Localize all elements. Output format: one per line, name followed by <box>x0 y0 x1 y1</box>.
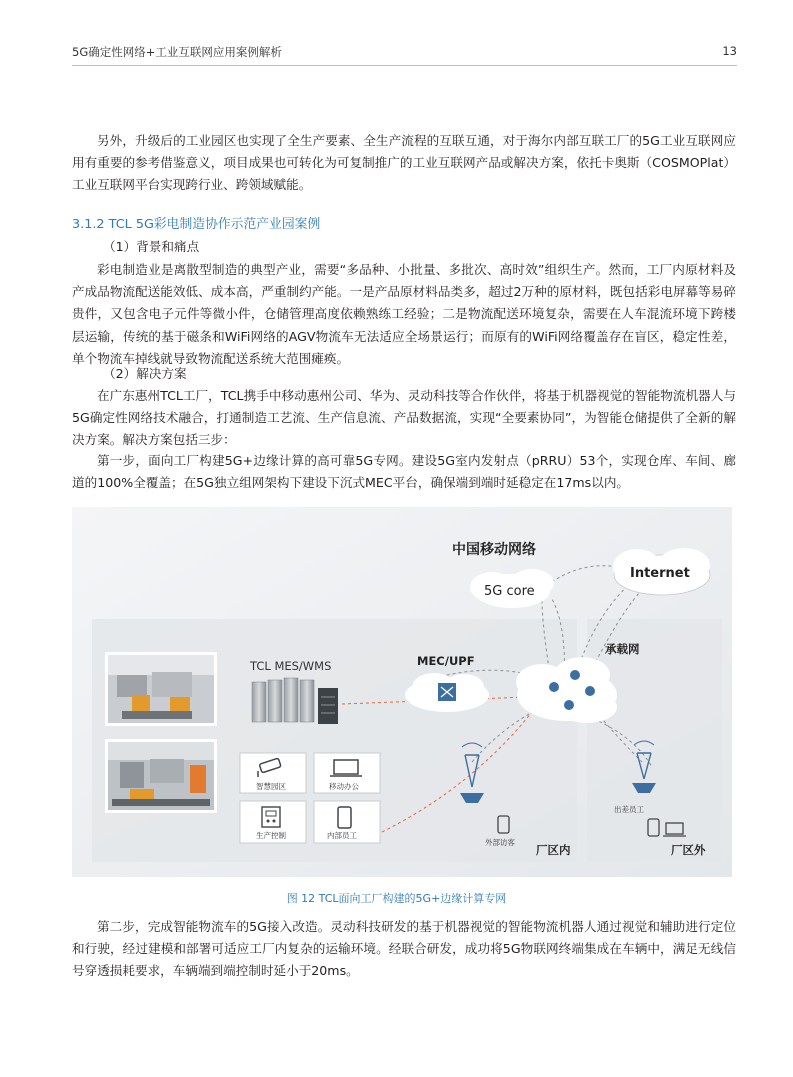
internal-staff-tile <box>314 801 380 843</box>
production-tile <box>240 801 306 843</box>
bearer-label: 承载网 <box>605 642 640 656</box>
intro-paragraph: 另外，升级后的工业园区也实现了全生产要素、全生产流程的互联互通，对于海尔内部互联工厂的5G工业互联网应用有重要的参考借鉴意义，项目成果也可转化为可复制推广的工业互联网产品或解决方案，依托卡奥斯（COSMOPlat）工业互联网平台实现跨行业、跨领域赋能。 <box>72 133 736 193</box>
mec-cloud <box>405 673 489 712</box>
bearer-cloud <box>516 657 617 723</box>
mec-box-icon <box>438 683 456 701</box>
network-diagram <box>72 507 732 877</box>
background-paragraph: 彩电制造业是离散型制造的典型产业，需要“多品种、小批量、多批次、高时效”组织生产。然而，工厂内原材料及产成品物流配送能效低、成本高，严重制约产能。一是产品原材料品类多，超过2万种的原材料，既包括彩电屏幕等易碎贵件，又包含电子元件等微小件，仓储管理高度依赖熟练工经验；二是物流配送环境复杂，需要在人车混流环境下跨楼层运输，传统的基于磁条和WiFi网络的AGV物流车无法适应全场景运行；而原有的WiFi网络覆盖存在盲区，稳定性差，单个物流车掉线就导致物流配送系统大范围瘫痪。 <box>72 262 736 366</box>
out-plant-label: 厂区外 <box>671 843 706 857</box>
header-divider <box>72 65 737 66</box>
running-header-title: 5G确定性网络+工业互联网应用案例解析 <box>72 45 282 59</box>
core-label: 5G core <box>484 584 535 599</box>
factory-photo-1 <box>105 652 217 726</box>
business-staff-label: 出差员工 <box>614 805 644 814</box>
internet-label: Internet <box>630 566 690 581</box>
mobile-office-tile <box>314 753 380 793</box>
figure-caption: 图 12 TCL面向工厂构建的5G+边缘计算专网 <box>286 892 507 905</box>
page-number: 13 <box>722 44 737 58</box>
factory-photo-2 <box>105 739 217 813</box>
mec-label: MEC/UPF <box>417 654 475 668</box>
section-title: 3.1.2 TCL 5G彩电制造协作示范产业园案例 <box>72 217 321 232</box>
internet-cloud <box>613 548 710 595</box>
smart-park-label: 智慧园区 <box>256 782 286 791</box>
solution-paragraph: 在广东惠州TCL工厂，TCL携手中移动惠州公司、华为、灵动科技等合作伙伴，将基于机器视觉的智能物流机器人与5G确定性网络技术融合，打通制造工艺流、生产信息流、产品数据流，实现“全要素协同”，为智能仓储提供了全新的解决方案。解决方案包括三步： <box>72 388 736 448</box>
step-two-paragraph: 第二步，完成智能物流车的5G接入改造。灵动科技研发的基于机器视觉的智能物流机器人通过视觉和辅助进行定位和行驶，经过建模和部署可适应工厂内复杂的运输环境。经联合研发，成功将5G物联网终端集成在车辆中，满足无线信号穿透损耗要求，车辆端到端控制时延小于20ms。 <box>72 919 736 979</box>
subheading-solution: （2）解决方案 <box>103 366 187 381</box>
mobile-office-label: 移动办公 <box>329 782 359 791</box>
step-one-paragraph: 第一步，面向工厂构建5G+边缘计算的高可靠5G专网。建设5G室内发射点（pRRU）53个，实现仓库、车间、廊道的100%全覆盖；在5G独立组网架构下建设下沉式MEC平台，确保端到端时延稳定在17ms以内。 <box>72 453 736 491</box>
in-plant-label: 厂区内 <box>536 843 571 857</box>
mes-label: TCL MES/WMS <box>250 659 332 673</box>
production-label: 生产控制 <box>256 831 286 840</box>
visitor-label: 外部访客 <box>485 838 515 847</box>
internal-staff-label: 内部员工 <box>327 831 357 840</box>
smart-park-tile <box>240 753 306 793</box>
subheading-background: （1）背景和痛点 <box>103 239 200 254</box>
operator-label: 中国移动网络 <box>452 542 536 558</box>
